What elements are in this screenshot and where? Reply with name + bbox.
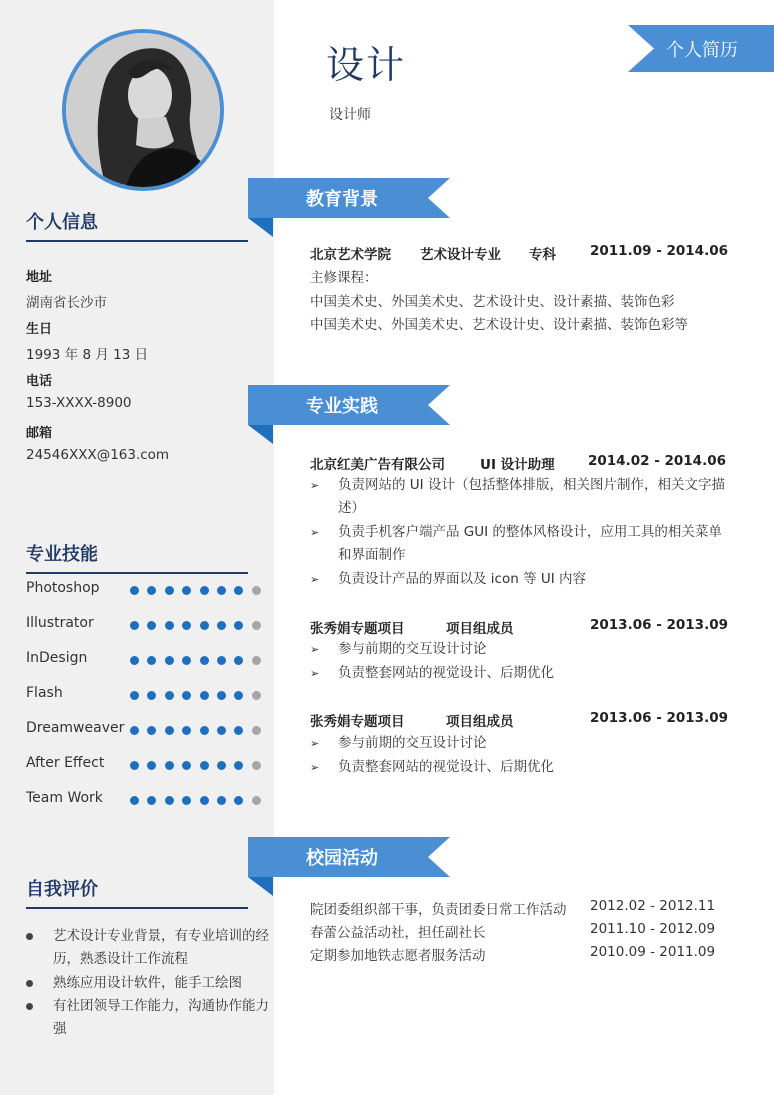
school-name: 北京艺术学院: [310, 247, 391, 263]
skill-dot-filled: [234, 796, 243, 805]
skill-dot-filled: [165, 621, 174, 630]
activity-period: 2010.09 - 2011.09: [590, 944, 716, 960]
arrow-bullet-icon: ➢: [310, 667, 320, 680]
skill-dot-filled: [147, 796, 156, 805]
resume-tag-label: 个人简历: [666, 40, 738, 61]
skill-name: InDesign: [26, 650, 88, 666]
skill-dot-filled: [200, 586, 209, 595]
arrow-bullet-icon: ➢: [310, 761, 320, 774]
self-evaluation-heading: 自我评价: [26, 875, 248, 909]
job-title: 设计师: [329, 107, 371, 123]
skill-dot-empty: [252, 761, 261, 770]
job-period: 2014.02 - 2014.06: [588, 453, 726, 469]
skill-dot-empty: [252, 691, 261, 700]
skill-row: [26, 720, 248, 740]
duty-text: 负责整套网站的视觉设计、后期优化: [338, 665, 554, 681]
skill-dot-filled: [165, 586, 174, 595]
skill-dot-filled: [130, 656, 139, 665]
skill-row: [26, 755, 248, 775]
skill-dot-filled: [234, 761, 243, 770]
phone-value: 153-XXXX-8900: [26, 395, 132, 411]
evaluation-item: [26, 995, 271, 1041]
resume-tag: [628, 25, 774, 72]
skill-name: After Effect: [26, 755, 105, 771]
company-name: 张秀娟专题项目: [310, 621, 405, 637]
skill-dot-filled: [165, 761, 174, 770]
skill-dot-filled: [182, 621, 191, 630]
skill-dot-filled: [182, 726, 191, 735]
skill-name: Flash: [26, 685, 63, 701]
skill-name: Dreamweaver: [26, 720, 125, 736]
skill-level-dots: [130, 796, 261, 805]
job-position: 项目组成员: [446, 621, 514, 637]
duty-text: 负责整套网站的视觉设计、后期优化: [338, 759, 554, 775]
skill-dot-filled: [147, 726, 156, 735]
skill-dot-empty: [252, 726, 261, 735]
skill-dot-empty: [252, 796, 261, 805]
duty-item: [310, 568, 735, 591]
skill-name: Photoshop: [26, 580, 100, 596]
skill-row: [26, 615, 248, 635]
skill-dot-filled: [147, 621, 156, 630]
skill-dot-filled: [147, 761, 156, 770]
education-title: 教育背景: [306, 189, 378, 210]
skill-dot-filled: [182, 586, 191, 595]
skill-dot-filled: [234, 726, 243, 735]
evaluation-text: 有社团领导工作能力，沟通协作能力强: [53, 998, 269, 1037]
duty-text: 参与前期的交互设计讨论: [338, 641, 487, 657]
skill-dot-filled: [234, 691, 243, 700]
job-period: 2013.06 - 2013.09: [590, 710, 728, 726]
courses-line: 中国美术史、外国美术史、艺术设计史、设计素描、装饰色彩: [310, 294, 675, 310]
skill-row: [26, 685, 248, 705]
skill-dot-filled: [130, 796, 139, 805]
skill-level-dots: [130, 656, 261, 665]
skill-dot-filled: [130, 691, 139, 700]
skills-heading: 专业技能: [26, 540, 248, 574]
skill-dot-filled: [182, 656, 191, 665]
skill-level-dots: [130, 586, 261, 595]
bullet-icon: [26, 980, 33, 987]
personal-info-heading: 个人信息: [26, 208, 248, 242]
evaluation-text: 熟练应用设计软件，能手工绘图: [53, 975, 242, 991]
skill-name: Team Work: [26, 790, 103, 806]
duty-item: [310, 756, 735, 779]
skill-dot-filled: [200, 726, 209, 735]
skill-name: Illustrator: [26, 615, 94, 631]
birthday-label: 生日: [26, 322, 53, 337]
skill-dot-filled: [147, 656, 156, 665]
skill-level-dots: [130, 761, 261, 770]
skill-dot-filled: [147, 586, 156, 595]
arrow-bullet-icon: ➢: [310, 526, 320, 539]
duty-text: 参与前期的交互设计讨论: [338, 735, 487, 751]
skill-dot-filled: [165, 796, 174, 805]
duty-item: [310, 521, 735, 567]
company-name: 北京红美广告有限公司: [310, 457, 445, 473]
job-period: 2013.06 - 2013.09: [590, 617, 728, 633]
courses-label: 主修课程：: [310, 270, 378, 286]
skill-dot-empty: [252, 586, 261, 595]
skill-dot-empty: [252, 621, 261, 630]
bullet-icon: [26, 933, 33, 940]
arrow-bullet-icon: ➢: [310, 643, 320, 656]
activity-name: 春蕾公益活动社，担任副社长: [310, 925, 486, 941]
practice-banner: [248, 385, 452, 444]
skill-dot-filled: [217, 656, 226, 665]
courses-line: 中国美术史、外国美术史、艺术设计史、设计素描、装饰色彩等: [310, 317, 688, 333]
activity-period: 2012.02 - 2012.11: [590, 898, 716, 914]
skill-dot-filled: [200, 796, 209, 805]
arrow-bullet-icon: ➢: [310, 479, 320, 492]
skill-dot-filled: [130, 726, 139, 735]
duty-item: [310, 638, 735, 661]
skill-level-dots: [130, 621, 261, 630]
duty-item: [310, 732, 735, 755]
email-value: 24546XXX@163.com: [26, 447, 170, 463]
skill-dot-filled: [217, 761, 226, 770]
skill-dot-filled: [200, 656, 209, 665]
skill-level-dots: [130, 691, 261, 700]
evaluation-item: [26, 972, 271, 995]
avatar: [62, 29, 224, 191]
major: 艺术设计专业: [420, 247, 501, 263]
skill-dot-filled: [234, 586, 243, 595]
skill-row: [26, 650, 248, 670]
arrow-bullet-icon: ➢: [310, 737, 320, 750]
address-label: 地址: [26, 270, 53, 285]
campus-title: 校园活动: [306, 848, 378, 869]
skill-row: [26, 790, 248, 810]
education-period: 2011.09 - 2014.06: [590, 243, 728, 259]
email-label: 邮箱: [26, 426, 53, 441]
activity-name: 定期参加地铁志愿者服务活动: [310, 948, 486, 964]
skill-dot-filled: [165, 691, 174, 700]
degree: 专科: [529, 247, 556, 263]
evaluation-text: 艺术设计专业背景，有专业培训的经历，熟悉设计工作流程: [53, 928, 269, 967]
skill-dot-filled: [217, 691, 226, 700]
education-banner: [248, 178, 452, 237]
skill-dot-filled: [234, 621, 243, 630]
duty-text: 负责网站的 UI 设计（包括整体排版，相关图片制作，相关文字描述）: [338, 477, 725, 516]
skill-dot-filled: [217, 586, 226, 595]
skill-dot-filled: [130, 586, 139, 595]
duty-text: 负责手机客户端产品 GUI 的整体风格设计，应用工具的相关菜单和界面制作: [338, 524, 722, 563]
activity-period: 2011.10 - 2012.09: [590, 921, 716, 937]
skill-dot-empty: [252, 656, 261, 665]
skill-dot-filled: [200, 691, 209, 700]
campus-banner: [248, 837, 452, 896]
skill-dot-filled: [130, 761, 139, 770]
skill-dot-filled: [200, 761, 209, 770]
skill-dot-filled: [200, 621, 209, 630]
job-position: 项目组成员: [446, 714, 514, 730]
skill-dot-filled: [165, 656, 174, 665]
skill-dot-filled: [217, 796, 226, 805]
birthday-value: 1993 年 8 月 13 日: [26, 347, 149, 363]
phone-label: 电话: [26, 374, 53, 389]
skill-dot-filled: [182, 761, 191, 770]
skill-dot-filled: [217, 621, 226, 630]
skill-row: [26, 580, 248, 600]
skill-level-dots: [130, 726, 261, 735]
skill-dot-filled: [182, 691, 191, 700]
duty-item: [310, 474, 735, 520]
skill-dot-filled: [147, 691, 156, 700]
person-name: 设计: [326, 43, 407, 87]
practice-title: 专业实践: [306, 396, 378, 417]
portrait-photo-icon: [66, 33, 220, 187]
bullet-icon: [26, 1003, 33, 1010]
activity-name: 院团委组织部干事，负责团委日常工作活动: [310, 902, 567, 918]
skill-dot-filled: [217, 726, 226, 735]
arrow-bullet-icon: ➢: [310, 573, 320, 586]
duty-text: 负责设计产品的界面以及 icon 等 UI 内容: [338, 571, 587, 587]
skill-dot-filled: [234, 656, 243, 665]
job-position: UI 设计助理: [480, 457, 555, 473]
skill-dot-filled: [165, 726, 174, 735]
company-name: 张秀娟专题项目: [310, 714, 405, 730]
skill-dot-filled: [130, 621, 139, 630]
evaluation-item: [26, 925, 271, 971]
duty-item: [310, 662, 735, 685]
address-value: 湖南省长沙市: [26, 295, 107, 311]
skill-dot-filled: [182, 796, 191, 805]
